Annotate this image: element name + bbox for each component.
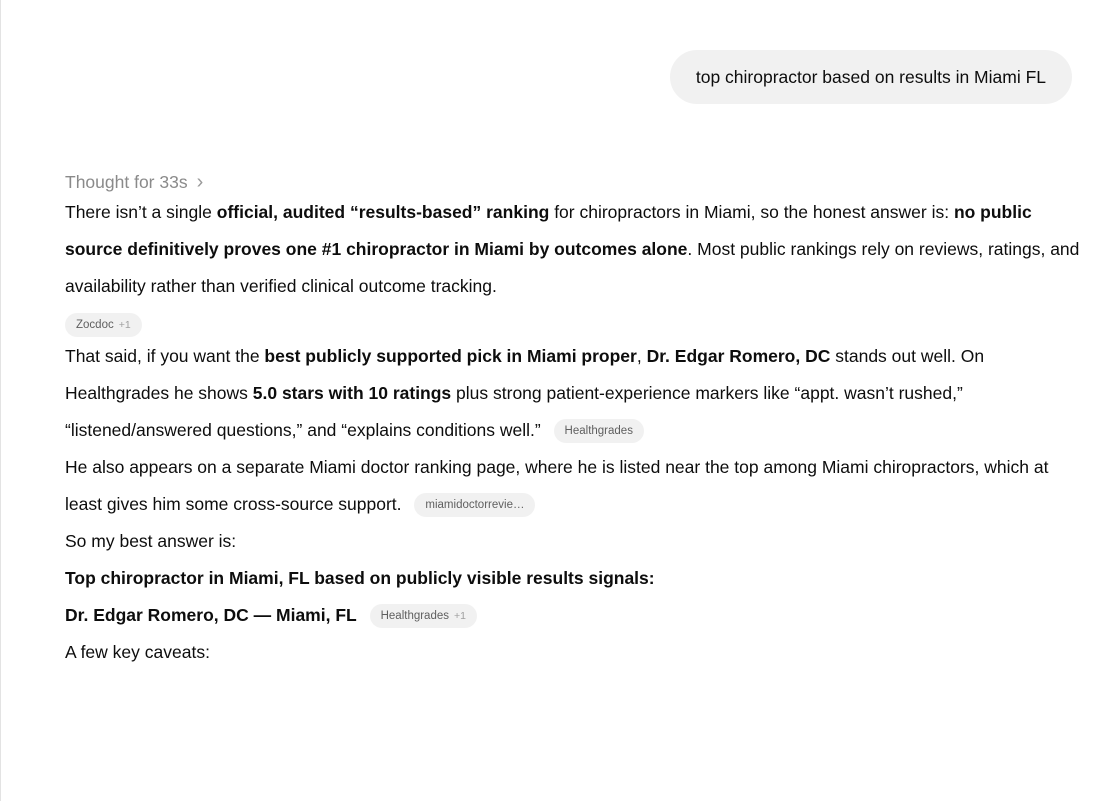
thought-duration-toggle[interactable] bbox=[65, 170, 203, 194]
assistant-response bbox=[65, 194, 1082, 671]
paragraph-text: That said, if you want the best publicly supported pick in Miami proper, Dr. Edgar Romero, DC stands out well. On Healthgrades he shows 5.0 stars with 10 ratings plus strong patient-experience markers like “appt. wasn’t rushed,” “listened/answered questions,” and “explains conditions well.” bbox=[65, 346, 985, 440]
citation-pill-healthgrades-plus1[interactable] bbox=[370, 604, 477, 628]
citation-row bbox=[65, 313, 1082, 338]
paragraph-text: There isn’t a single official, audited “results-based” ranking for chiropractors in Miami, so the honest answer is: no public source definitively proves one #1 chiropractor in Miami by outcomes alone. Most public rankings rely on reviews, ratings, and availability rather than verified clinical outcome tracking. bbox=[65, 202, 1080, 296]
window-left-divider bbox=[0, 0, 1, 801]
citation-source-label: Healthgrades bbox=[564, 425, 633, 437]
paragraph-text: He also appears on a separate Miami doctor ranking page, where he is listed near the top among Miami chiropractors, which at least gives him some cross-source support. bbox=[65, 457, 1049, 514]
answer-conclusion bbox=[65, 560, 1082, 634]
conclusion-heading: Top chiropractor in Miami, FL based on publicly visible results signals: bbox=[65, 568, 655, 588]
chevron-right-icon: › bbox=[196, 171, 204, 193]
answer-paragraph-3 bbox=[65, 449, 1082, 523]
citation-source-label: miamidoctorrevie… bbox=[425, 499, 525, 511]
answer-paragraph-2 bbox=[65, 338, 1082, 449]
answer-partial-clipped-line bbox=[65, 634, 1082, 671]
citation-source-label: Zocdoc bbox=[76, 319, 114, 331]
citation-extra-count: +1 bbox=[454, 610, 466, 622]
citation-source-label: Healthgrades bbox=[380, 610, 449, 622]
citation-pill-healthgrades[interactable] bbox=[554, 419, 644, 443]
user-message-row bbox=[65, 0, 1082, 104]
citation-pill-zocdoc[interactable] bbox=[65, 313, 142, 337]
conclusion-pick: Dr. Edgar Romero, DC — Miami, FL bbox=[65, 605, 357, 625]
user-message-bubble bbox=[670, 50, 1072, 104]
thought-duration-label: Thought for 33s bbox=[65, 172, 188, 192]
user-message-text: top chiropractor based on results in Miami FL bbox=[695, 67, 1046, 87]
answer-paragraph-4 bbox=[65, 523, 1082, 560]
citation-extra-count: +1 bbox=[118, 319, 131, 331]
paragraph-text: A few key caveats: bbox=[65, 642, 210, 662]
answer-paragraph-1 bbox=[65, 194, 1082, 305]
paragraph-text: So my best answer is: bbox=[65, 531, 237, 551]
citation-pill-miamidoctorreviews[interactable] bbox=[414, 493, 535, 517]
